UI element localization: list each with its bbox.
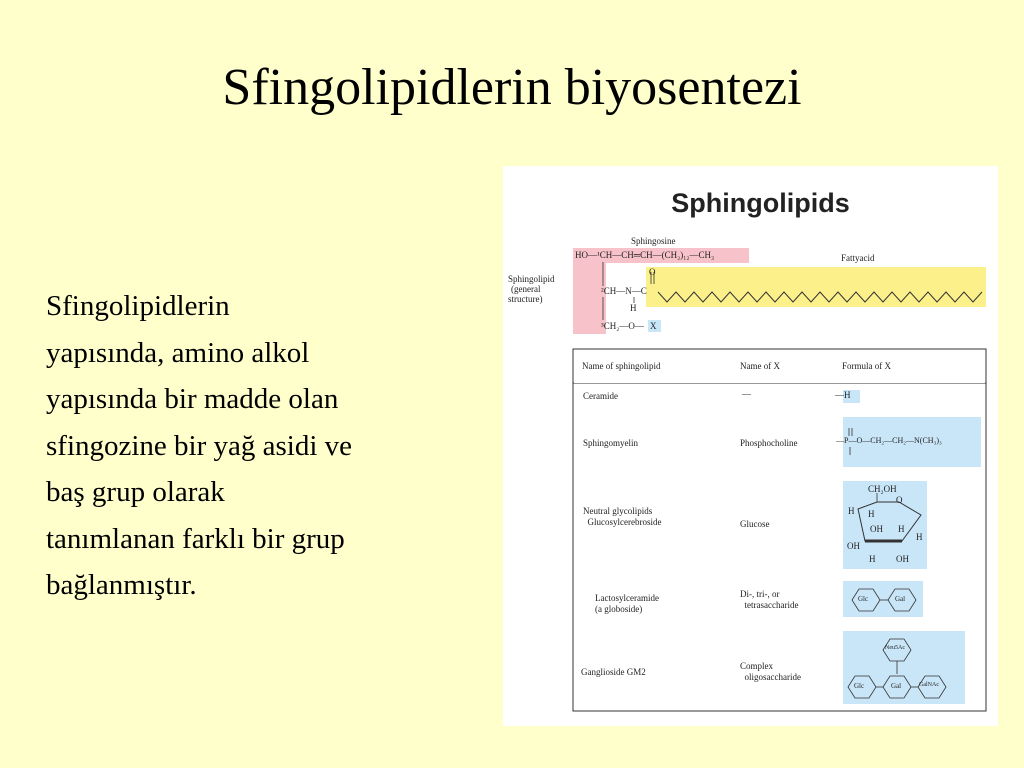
lactosyl-highlight bbox=[843, 581, 923, 617]
row-lactosyl-x: Di-, tri-, or tetrasaccharide bbox=[740, 589, 799, 610]
body-text: Sfingolipidlerin yapısında, amino alkol yapısında bir madde olan sfingozine bir yağ asidi ve baş grup olarak tanımlanan farklı bir grup bağlanmıştır. bbox=[46, 290, 353, 601]
header-formula: Formula of X bbox=[842, 361, 891, 371]
sugar-gal-lactosyl: Gal bbox=[895, 595, 906, 603]
row-ganglioside-name: Ganglioside GM2 bbox=[581, 667, 646, 677]
glucose-h4: H bbox=[916, 532, 923, 542]
sugar-neu5ac: Neu5Ac bbox=[885, 645, 905, 651]
ganglioside-highlight bbox=[843, 631, 965, 704]
glucose-oh3: OH bbox=[896, 554, 909, 564]
sugar-galnac: GalNAc bbox=[919, 682, 939, 688]
glucose-ring-o: O bbox=[896, 495, 903, 505]
glucose-h1: H bbox=[868, 509, 875, 519]
general-label-2: (general bbox=[511, 284, 541, 294]
row-ceramide-x: — bbox=[742, 389, 751, 399]
row-sphingomyelin-formula: —P—O—CH₂—CH₂—N(CH₃)₃ bbox=[836, 436, 942, 445]
sphingolipids-figure bbox=[503, 166, 998, 726]
row-ceramide-name: Ceramide bbox=[583, 391, 618, 401]
row-glycolipid-name: Neutral glycolipids Glucosylcerebroside bbox=[583, 506, 662, 527]
fatty-acid-label: Fattyacid bbox=[841, 253, 875, 263]
sugar-glc-gm2: Glc bbox=[854, 682, 865, 690]
row-lactosyl-name: Lactosylceramide (a globoside) bbox=[595, 593, 659, 614]
glucose-h3: H bbox=[898, 524, 905, 534]
fatty-acid-highlight bbox=[646, 267, 986, 307]
general-label-3: structure) bbox=[508, 294, 543, 304]
sphingosine-label: Sphingosine bbox=[631, 236, 676, 246]
sugar-glc-lactosyl: Glc bbox=[858, 595, 869, 603]
header-x-name: Name of X bbox=[740, 361, 780, 371]
row-sphingomyelin-name: Sphingomyelin bbox=[583, 438, 639, 448]
sphingosine-chain-formula: HO—¹CH—CH═CH—(CH₂)₁₂—CH₃ bbox=[575, 250, 715, 260]
glucose-highlight bbox=[843, 481, 927, 569]
glucose-h5: H bbox=[869, 554, 876, 564]
sugar-gal-gm2: Gal bbox=[891, 682, 902, 690]
row-ganglioside-x: Complex oligosaccharide bbox=[740, 661, 801, 682]
glucose-oh1: OH bbox=[870, 524, 883, 534]
row-ceramide-formula: —H bbox=[835, 390, 851, 400]
glucose-ch2oh: CH₂OH bbox=[868, 484, 897, 494]
glucose-oh2: OH bbox=[847, 541, 860, 551]
row-glycolipid-x: Glucose bbox=[740, 519, 770, 529]
x-group: X bbox=[650, 321, 657, 331]
header-name: Name of sphingolipid bbox=[582, 361, 661, 371]
carbonyl-oxygen: O bbox=[649, 267, 656, 277]
general-label-1: Sphingolipid bbox=[508, 274, 555, 284]
row-sphingomyelin-x: Phosphocholine bbox=[740, 438, 798, 448]
slide-title: Sfingolipidlerin biyosentezi bbox=[222, 59, 802, 116]
figure-title: Sphingolipids bbox=[671, 188, 850, 218]
glucose-h2: H bbox=[848, 506, 855, 516]
c2-amide-formula: ²CH—N—C bbox=[601, 286, 647, 296]
c3-formula: ³CH₂—O— bbox=[601, 321, 644, 331]
amide-hydrogen: H bbox=[630, 303, 637, 313]
